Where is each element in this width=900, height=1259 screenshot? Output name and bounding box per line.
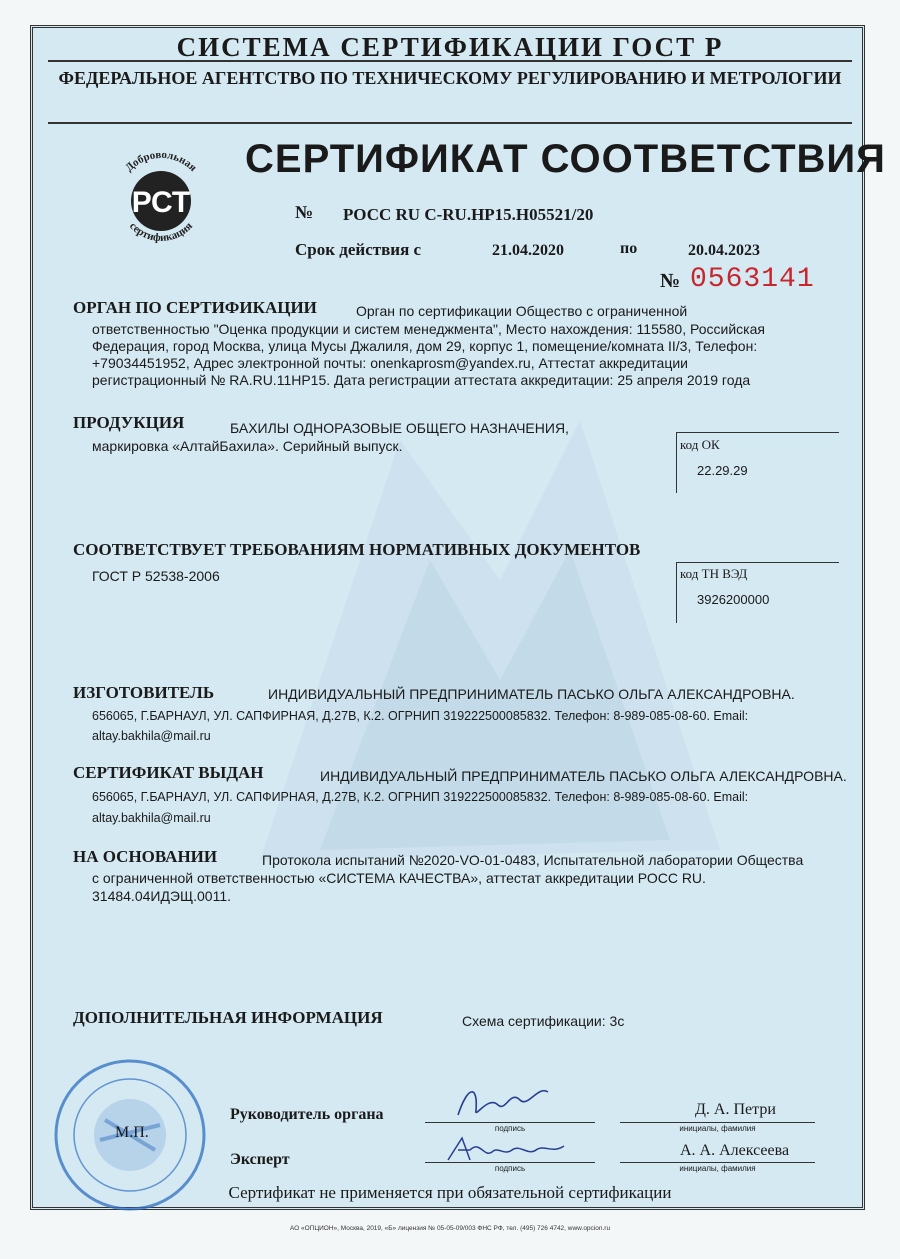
rst-logo-icon: [106, 146, 216, 256]
header-rule-top: [48, 60, 852, 62]
mp-label: М.П.: [115, 1124, 149, 1141]
expert-name-line: [620, 1162, 815, 1163]
ok-code-label: код ОК: [680, 437, 720, 452]
body-text-line: Федерация, город Москва, улица Мусы Джалиля, дом 29, корпус 1, помещение/комната II/3, Телефон:: [92, 338, 758, 354]
printer-footer: АО «ОПЦИОН», Москва, 2019, «Б» лицензия № 05-05-09/003 ФНС РФ, тел. (495) 726 4742, www.opcion.ru: [289, 1225, 611, 1232]
body-text-first: Орган по сертификации Общество с ограниченной: [356, 303, 688, 319]
body-text-line: регистрационный № RA.RU.11НР15. Дата регистрации аттестата аккредитации: 25 апреля 2019 года: [92, 372, 751, 388]
tnved-code-value: 3926200000: [697, 592, 770, 607]
valid-to-label: по: [620, 240, 638, 257]
body-heading: ОРГАН ПО СЕРТИФИКАЦИИ: [73, 298, 317, 317]
maker-email: altay.bakhila@mail.ru: [92, 729, 211, 743]
blank-number-sign: №: [660, 270, 681, 292]
certificate-number: РОСС RU C-RU.НР15.Н05521/20: [343, 205, 594, 224]
complies-heading: СООТВЕТСТВУЕТ ТРЕБОВАНИЯМ НОРМАТИВНЫХ ДОКУМЕНТОВ: [73, 540, 641, 559]
head-name: Д. А. Петри: [695, 1101, 776, 1118]
head-name-line: [620, 1122, 815, 1123]
complies-text: ГОСТ Р 52538-2006: [92, 568, 220, 584]
issued-heading: СЕРТИФИКАТ ВЫДАН: [73, 763, 264, 782]
basis-text-second: с ограниченной ответственностью «СИСТЕМА КАЧЕСТВА», аттестат аккредитации РОСС RU.: [92, 870, 706, 886]
valid-from: 21.04.2020: [492, 242, 564, 259]
basis-text-third: 31484.04ИДЭЩ.0011.: [92, 888, 232, 904]
logo-mark: РСТ: [131, 186, 191, 219]
head-label: Руководитель органа: [230, 1106, 384, 1123]
ok-code-value: 22.29.29: [697, 463, 748, 478]
extra-text: Схема сертификации: 3с: [462, 1013, 625, 1029]
extra-heading: ДОПОЛНИТЕЛЬНАЯ ИНФОРМАЦИЯ: [73, 1008, 383, 1027]
header-rule-bottom: [48, 122, 852, 124]
basis-text-first: Протокола испытаний №2020-VO-01-0483, Испытательной лаборатории Общества: [262, 852, 804, 868]
certificate-title: СЕРТИФИКАТ СООТВЕТСТВИЯ: [245, 137, 886, 181]
expert-label: Эксперт: [230, 1151, 290, 1168]
validity-label: Срок действия с: [295, 240, 422, 259]
body-text-line: ответственностью "Оценка продукции и систем менеджмента", Место нахождения: 115580, Российская: [92, 321, 765, 337]
agency-title: ФЕДЕРАЛЬНОЕ АГЕНТСТВО ПО ТЕХНИЧЕСКОМУ РЕГУЛИРОВАНИЮ И МЕТРОЛОГИИ: [58, 68, 842, 88]
body-text-line: +79034451952, Адрес электронной почты: onenkaprosm@yandex.ru, Аттестат аккредитации: [92, 355, 689, 371]
expert-signature-caption: подпись: [494, 1164, 526, 1173]
maker-name: ИНДИВИДУАЛЬНЫЙ ПРЕДПРИНИМАТЕЛЬ ПАСЬКО ОЛЬГА АЛЕКСАНДРОВНА.: [268, 686, 795, 702]
expert-name: А. А. Алексеева: [680, 1142, 790, 1159]
basis-heading: НА ОСНОВАНИИ: [73, 847, 218, 866]
number-sign: №: [295, 202, 314, 222]
product-text-second: маркировка «АлтайБахила». Серийный выпуск.: [92, 438, 403, 454]
issued-email: altay.bakhila@mail.ru: [92, 811, 211, 825]
maker-heading: ИЗГОТОВИТЕЛЬ: [73, 683, 215, 702]
product-heading: ПРОДУКЦИЯ: [73, 413, 185, 432]
head-name-caption: инициалы, фамилия: [679, 1124, 756, 1133]
maker-address: 656065, Г.БАРНАУЛ, УЛ. САПФИРНАЯ, Д.27В, К.2. ОГРНИП 319222500085832. Телефон: 8-989-085-08-60. Email:: [92, 709, 749, 723]
head-signature-caption: подпись: [494, 1124, 526, 1133]
logo-bottom-text: сертификация: [127, 220, 195, 245]
logo-top-text: Добровольная: [123, 148, 199, 174]
issued-name: ИНДИВИДУАЛЬНЫЙ ПРЕДПРИНИМАТЕЛЬ ПАСЬКО ОЛЬГА АЛЕКСАНДРОВНА.: [320, 768, 847, 784]
valid-to: 20.04.2023: [688, 242, 760, 259]
notice-text: Сертификат не применяется при обязательной сертификации: [228, 1183, 672, 1202]
system-title: СИСТЕМА СЕРТИФИКАЦИИ ГОСТ Р: [176, 32, 724, 62]
tnved-code-label: код ТН ВЭД: [680, 566, 748, 581]
expert-name-caption: инициалы, фамилия: [679, 1164, 756, 1173]
head-signature-icon: [448, 1080, 558, 1125]
svg-text:Добровольная: [123, 149, 199, 174]
expert-signature-icon: [440, 1130, 570, 1166]
issued-address: 656065, Г.БАРНАУЛ, УЛ. САПФИРНАЯ, Д.27В, К.2. ОГРНИП 319222500085832. Телефон: 8-989-085-08-60. Email:: [92, 790, 749, 804]
product-text-first: БАХИЛЫ ОДНОРАЗОВЫЕ ОБЩЕГО НАЗНАЧЕНИЯ,: [230, 420, 569, 436]
blank-number: 0563141: [690, 264, 815, 295]
